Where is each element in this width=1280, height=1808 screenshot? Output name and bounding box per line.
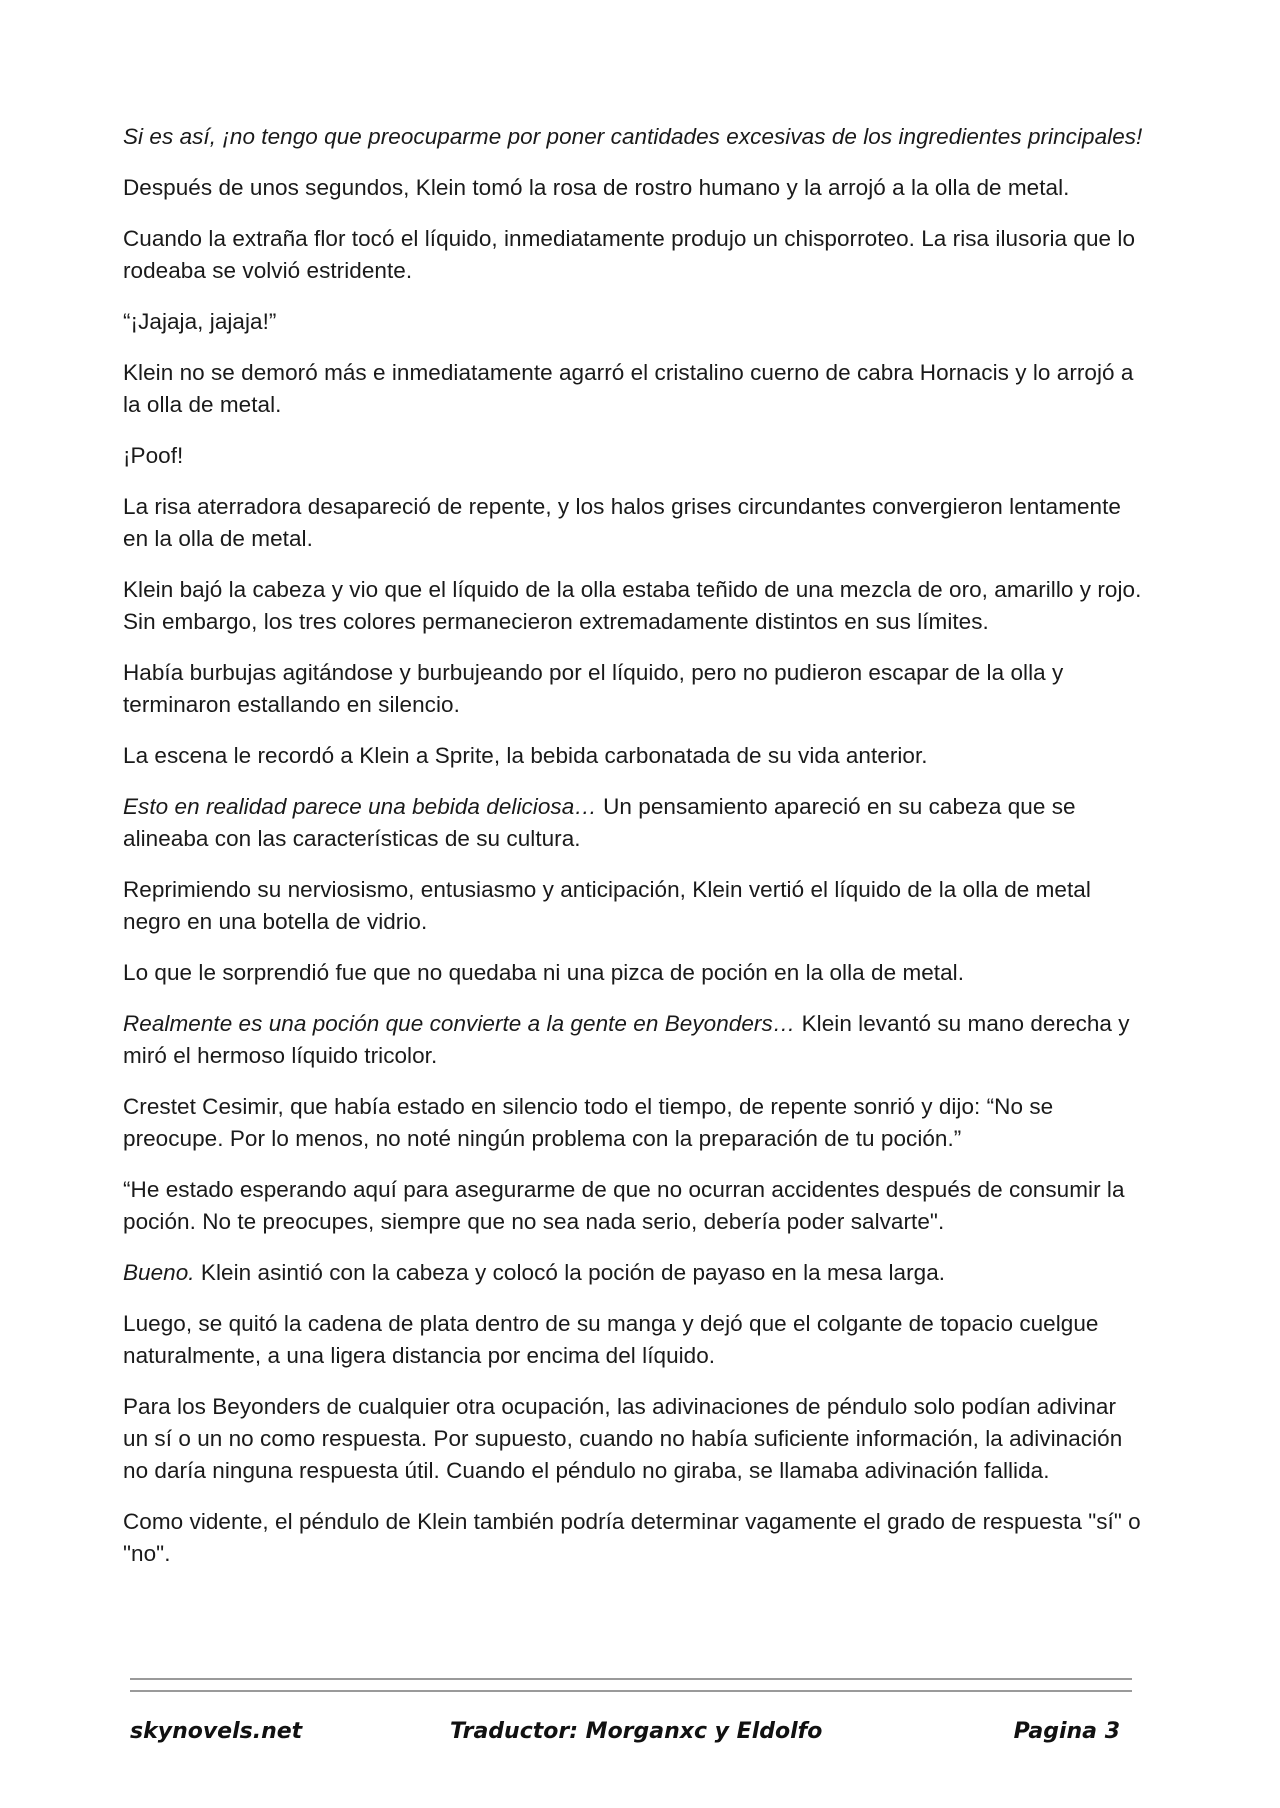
paragraph [123, 791, 1143, 855]
divider-line [130, 1690, 1132, 1692]
paragraph [123, 440, 1143, 472]
paragraph [123, 357, 1143, 421]
paragraph-text: “He estado esperando aquí para asegurarme de que no ocurran accidentes después de consumir la poción. No te preocupes, siempre que no sea nada serio, debería poder salvarte". [123, 1177, 1125, 1234]
paragraph-text: Klein bajó la cabeza y vio que el líquido de la olla estaba teñido de una mezcla de oro, amarillo y rojo. Sin embargo, los tres colores permanecieron extremadamente distintos en sus límites. [123, 577, 1142, 634]
paragraph [123, 574, 1143, 638]
paragraph [123, 306, 1143, 338]
paragraph [123, 874, 1143, 938]
paragraph-text: “¡Jajaja, jajaja!” [123, 309, 277, 334]
paragraph-text: Cuando la extraña flor tocó el líquido, inmediatamente produjo un chisporroteo. La risa ilusoria que lo rodeaba se volvió estridente. [123, 226, 1136, 283]
italic-text: Esto en realidad parece una bebida deliciosa… [123, 794, 597, 819]
footer-site: skynovels.net [130, 1719, 303, 1744]
paragraph-text: Un pensamiento apareció en su cabeza que se alineaba con las características de su cultura. [123, 794, 1076, 851]
paragraph [123, 223, 1143, 287]
paragraph-text: Klein asintió con la cabeza y colocó la poción de payaso en la mesa larga. [194, 1260, 946, 1285]
paragraph-text: Klein no se demoró más e inmediatamente agarró el cristalino cuerno de cabra Hornacis y lo arrojó a la olla de metal. [123, 360, 1134, 417]
paragraph [123, 740, 1143, 772]
paragraph [123, 172, 1143, 204]
paragraph-text: Crestet Cesimir, que había estado en silencio todo el tiempo, de repente sonrió y dijo: “No se preocupe. Por lo menos, no noté ningún problema con la preparación de tu poción.” [123, 1094, 1054, 1151]
paragraph-text: La escena le recordó a Klein a Sprite, la bebida carbonatada de su vida anterior. [123, 743, 928, 768]
paragraph [123, 657, 1143, 721]
paragraph-text: Lo que le sorprendió fue que no quedaba ni una pizca de poción en la olla de metal. [123, 960, 965, 985]
paragraph-text: Luego, se quitó la cadena de plata dentro de su manga y dejó que el colgante de topacio cuelgue naturalmente, a una ligera distancia por encima del líquido. [123, 1311, 1099, 1368]
paragraph [123, 1257, 1143, 1289]
paragraph-text: Había burbujas agitándose y burbujeando por el líquido, pero no pudieron escapar de la olla y terminaron estallando en silencio. [123, 660, 1064, 717]
paragraph-text: Reprimiendo su nerviosismo, entusiasmo y anticipación, Klein vertió el líquido de la olla de metal negro en una botella de vidrio. [123, 877, 1091, 934]
page-body [123, 121, 1143, 1589]
paragraph [123, 957, 1143, 989]
paragraph [123, 1091, 1143, 1155]
paragraph-text: Como vidente, el péndulo de Klein también podría determinar vagamente el grado de respuesta "sí" o "no". [123, 1509, 1141, 1566]
footer-page-number: Pagina 3 [1013, 1719, 1120, 1744]
paragraph [123, 1008, 1143, 1072]
paragraph-text: La risa aterradora desapareció de repente, y los halos grises circundantes convergieron lentamente en la olla de metal. [123, 494, 1121, 551]
paragraph [123, 1308, 1143, 1372]
page-footer [130, 1719, 1120, 1753]
paragraph [123, 121, 1143, 153]
footer-translator: Traductor: Morganxc y Eldolfo [450, 1719, 823, 1744]
paragraph [123, 491, 1143, 555]
divider-line [130, 1678, 1132, 1680]
paragraph [123, 1506, 1143, 1570]
paragraph [123, 1174, 1143, 1238]
paragraph-text: Para los Beyonders de cualquier otra ocupación, las adivinaciones de péndulo solo podían adivinar un sí o un no como respuesta. Por supuesto, cuando no había suficiente información, la adivinación no daría ninguna respuesta útil. Cuando el péndulo no giraba, se llamaba adivinación fallida. [123, 1394, 1123, 1483]
italic-text: Realmente es una poción que convierte a la gente en Beyonders… [123, 1011, 796, 1036]
italic-text: Bueno. [123, 1260, 195, 1285]
paragraph [123, 1391, 1143, 1487]
paragraph-text: ¡Poof! [123, 443, 184, 468]
italic-text: Si es así, ¡no tengo que preocuparme por poner cantidades excesivas de los ingredientes principales! [123, 124, 1143, 149]
paragraph-text: Klein levantó su mano derecha y miró el hermoso líquido tricolor. [123, 1011, 1130, 1068]
paragraph-text: Después de unos segundos, Klein tomó la rosa de rostro humano y la arrojó a la olla de metal. [123, 175, 1070, 200]
footer-divider [130, 1678, 1132, 1692]
